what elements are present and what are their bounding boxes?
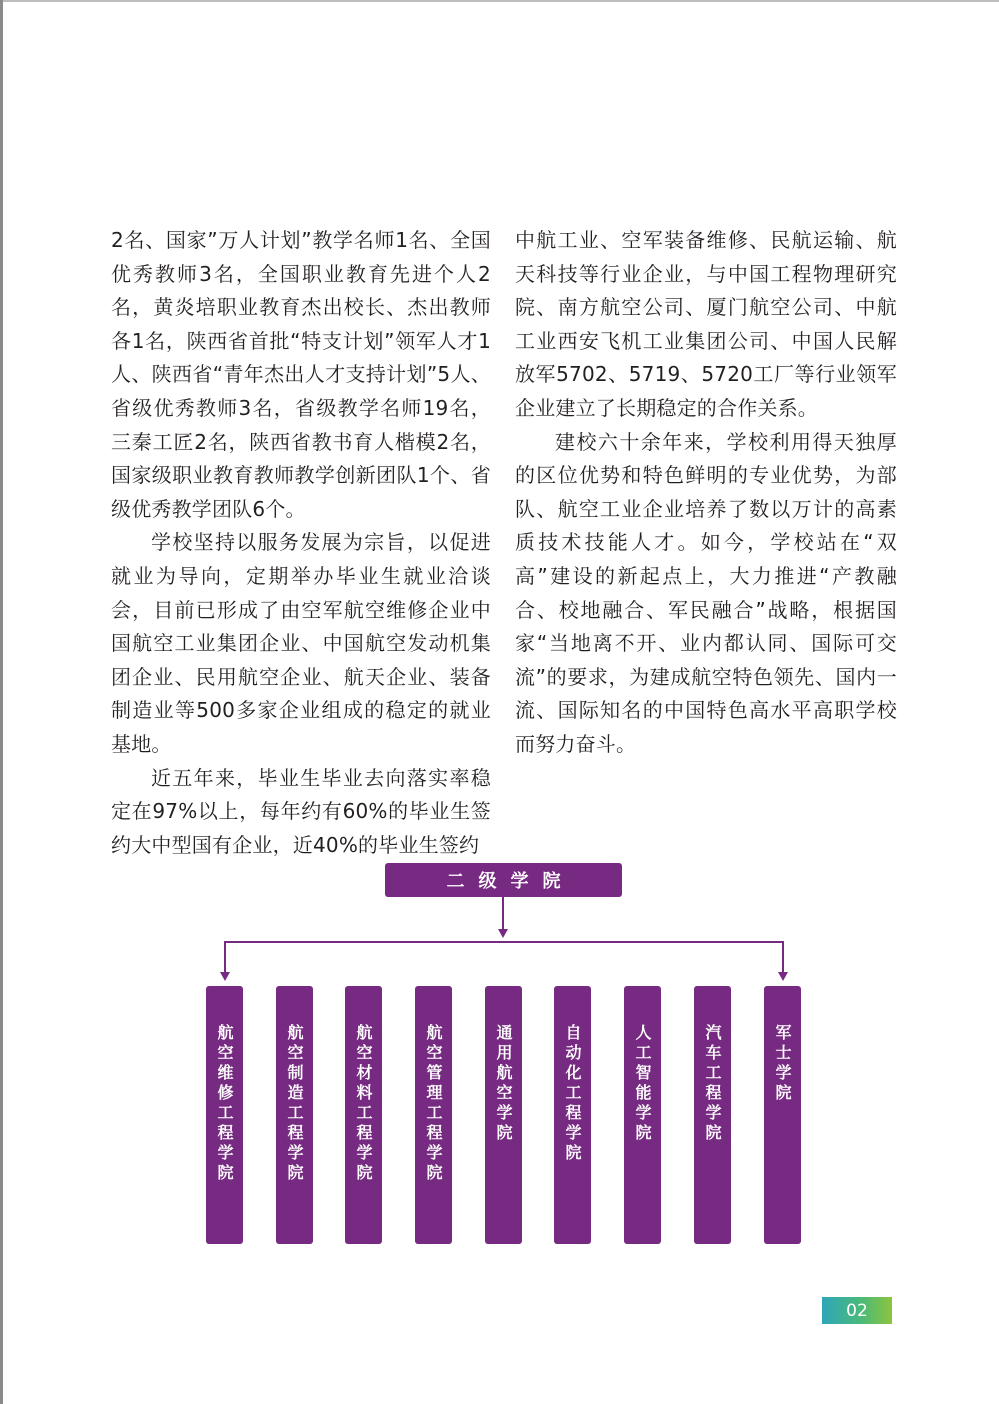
college-box-aviation-maintenance: 航空维修工程学院 [206,986,243,1244]
college-box-noncommissioned-officer: 军士学院 [764,986,801,1244]
left-drop-arrow [220,972,230,981]
college-box-aviation-manufacturing: 航空制造工程学院 [276,986,313,1244]
left-text-column [111,224,491,862]
college-box-aviation-materials: 航空材料工程学院 [345,986,382,1244]
college-box-automation: 自动化工程学院 [554,986,591,1244]
college-box-artificial-intelligence: 人工智能学院 [624,986,661,1244]
root-connector-line [502,897,504,930]
college-box-automotive: 汽车工程学院 [694,986,731,1244]
right-paragraph-1: 中航工业、空军装备维修、民航运输、航天科技等行业企业，与中国工程物理研究院、南方航空公司、厦门航空公司、中航工业西安飞机工业集团公司、中国人民解放军5702、5719、5720工厂等行业领军企业建立了长期稳定的合作关系。 [515,228,897,420]
left-paragraph-3: 近五年来，毕业生毕业去向落实率稳定在97%以上，每年约有60%的毕业生签约大中型国有企业，近40%的毕业生签约 [111,765,491,857]
right-text-column [515,224,897,762]
left-paragraph-2: 学校坚持以服务发展为宗旨，以促进就业为导向，定期举办毕业生就业洽谈会，目前已形成了由空军航空维修企业中国航空工业集团企业、中国航空发动机集团企业、民用航空企业、航天企业、装备制造业等500多家企业组成的稳定的就业基地。 [111,530,491,756]
root-connector-arrow [498,929,508,938]
right-paragraph-2: 建校六十余年来，学校利用得天独厚的区位优势和特色鲜明的专业优势，为部队、航空工业企业培养了数以万计的高素质技术技能人才。如今，学校站在“双高”建设的新起点上，大力推进“产教融合、校地融合、军民融合”战略，根据国家“当地离不开、业内都认同、国际可交流”的要求，为建成航空特色领先、国内一流、国际知名的中国特色高水平高职学校而努力奋斗。 [515,429,897,756]
page-left-border [0,0,3,1404]
right-drop-arrow [778,972,788,981]
page-top-border [0,0,999,2]
left-drop-line [224,941,226,973]
college-box-general-aviation: 通用航空学院 [485,986,522,1244]
horizontal-connector-line [224,941,784,943]
page-number: 02 [822,1297,892,1324]
college-box-aviation-management: 航空管理工程学院 [415,986,452,1244]
right-drop-line [782,941,784,973]
left-paragraph-1: 2名、国家”万人计划”教学名师1名、全国优秀教师3名，全国职业教育先进个人2名，黄炎培职业教育杰出校长、杰出教师各1名，陕西省首批“特支计划”领军人才1人、陕西省“青年杰出人才支持计划”5人、省级优秀教师3名，省级教学名师19名，三秦工匠2名，陕西省教书育人楷模2名，国家级职业教育教师教学创新团队1个、省级优秀教学团队6个。 [111,228,491,521]
org-chart-root-box: 二级学院 [385,863,622,897]
